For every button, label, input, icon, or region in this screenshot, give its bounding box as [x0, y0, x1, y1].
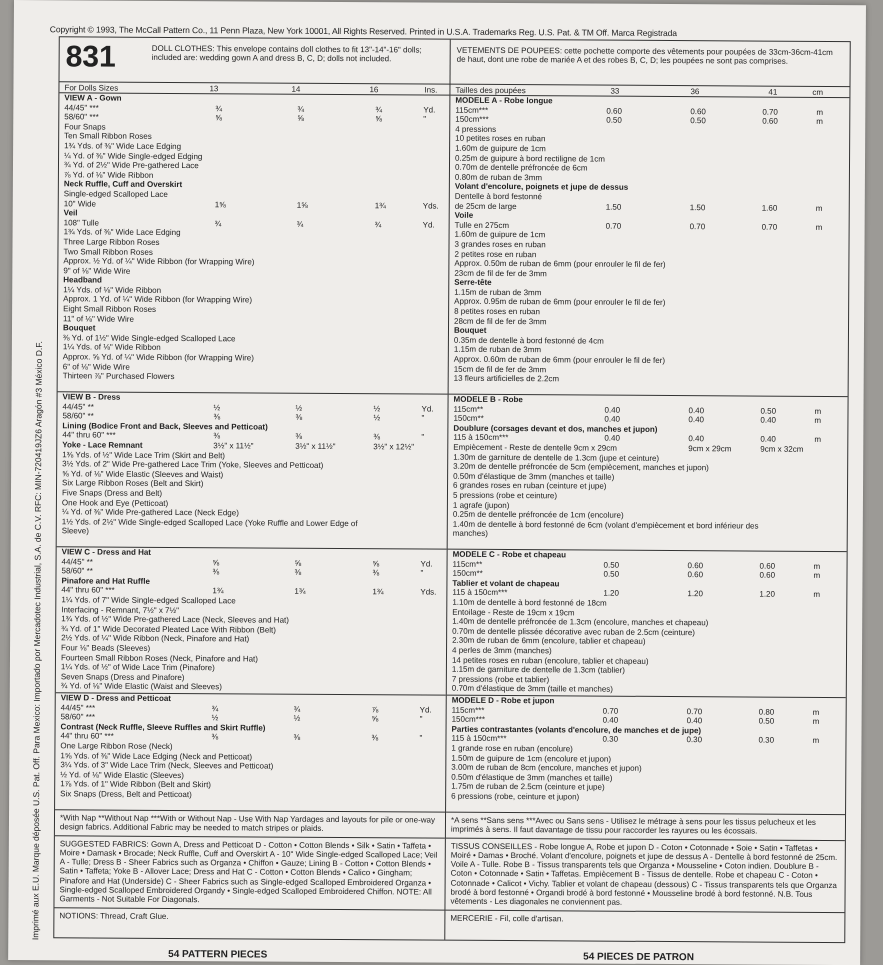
unit-label: m [816, 107, 824, 117]
suggested-fabrics-fr: TISSUS CONSEILLES - Robe longue A, Robe et jupon D - Coton • Cotonnade • Soie • Satin • Taffetas • Moiré • Damas • Broché. Volant d'encolure, poignets et jupe de dessus A - Dentelle à bord festonné de 25cm. Voile A - Tulle. Robe B - Tissus transparents tels que Organza • Mousseline • Coton indien. Doublure B - Coton • Cotonnade • Satin • Taffetas. Empiècement B - Tissus de dentelle. Robe et chapeau C - Coton • Cotonnade • Calicot • Vichy. Tablier et volant de chapeau (dessous) C - Tissus transparents tels que Organza brodé à bord festonné • Organdi brodé à bord festonné • Mousseline brodé à bord festonné. N.B. Tous vêtements - Les diagonales ne conviennent pas. [445, 838, 844, 913]
amount-size-2: 0.30 [686, 735, 703, 745]
amount-size-1: 0.70 [605, 221, 622, 231]
requirement-row [57, 527, 447, 539]
requirement-label: Voile [454, 210, 474, 220]
amount-size-3: 9cm x 32cm [760, 444, 804, 454]
requirement-label: Approx. ½ Yd. of ¼" Wide Ribbon (for Wrapping Wire) [63, 256, 255, 267]
amount-size-3: 0.40 [760, 434, 776, 445]
requirement-label: MODELE D - Robe et jupon [451, 695, 555, 706]
amount-size-3: ¾ [374, 219, 382, 229]
requirement-label: 44" thru 60" *** [60, 731, 114, 741]
pattern-number: 831 [65, 40, 116, 74]
amount-size-2: ½ [295, 403, 303, 413]
amount-size-2: 1.20 [687, 589, 703, 599]
requirement-label: ⅜ Yd. of 1½" Wide Single-edged Scalloped Lace [62, 333, 236, 344]
requirement-label: 58/60" *** [64, 112, 99, 122]
requirement-label: 23cm de fil de fer de 3mm [454, 268, 547, 278]
view-section-a [449, 96, 850, 397]
requirement-label: 0.80m de ruban de 3mm [454, 172, 543, 182]
amount-size-1: ½ [213, 402, 221, 412]
requirement-label: 0.70m de dentelle préfroncée de 6cm [454, 162, 588, 173]
requirement-label: Sleeve) [61, 526, 89, 536]
size-column-1: 13 [209, 84, 219, 94]
amount-size-2: 0.60 [687, 570, 704, 580]
amount-size-1: ¾ [211, 703, 219, 713]
requirement-label: Fourteen Small Ribbon Roses (Neck, Pinafore and Hat) [60, 652, 258, 664]
requirement-label: Approx. 0.50m de ruban de 6mm (pour enrouler le fil de fer) [454, 258, 666, 270]
amount-size-2: 3½" x 11½" [295, 441, 336, 451]
french-views [446, 96, 849, 815]
requirement-label: Bouquet [62, 323, 96, 333]
amount-size-2: 1.50 [689, 202, 706, 212]
requirement-label: 8 petites roses en ruban [454, 306, 540, 317]
amount-size-2: 0.60 [687, 560, 704, 570]
unit-label: " [421, 413, 425, 423]
requirement-label: 2 petites rose en ruban [454, 249, 537, 259]
requirement-label: 150cm** [452, 568, 483, 579]
amount-size-1: ⅝ [215, 113, 222, 123]
requirement-label: Parties contrastantes (volants d'encolure, de manches et de jupe) [451, 724, 702, 735]
requirement-label: 58/60" *** [60, 712, 96, 722]
requirement-label: 15cm de fil de fer de 3mm [453, 364, 547, 374]
amount-size-1: ⅜ [213, 431, 221, 441]
requirement-label: One Hook and Eye (Petticoat) [61, 497, 169, 508]
requirement-label: 150cm*** [455, 114, 489, 125]
requirement-row [446, 792, 845, 804]
amount-size-3: 0.60 [759, 570, 776, 580]
requirement-label: 0.70m d'élastique de 3mm (taille et manches) [451, 683, 613, 694]
requirement-label: ½ Yd. of ⅛" Wide Elastic (Sleeves) [60, 770, 184, 780]
amount-size-1: ⅜ [212, 567, 220, 577]
requirement-label: 1¼ Yds. of ½" of Wide Lace Trim (Pinafore) [60, 662, 215, 673]
unit-label: Yds. [420, 587, 437, 597]
requirement-label: Doublure (corsages devant et dos, manches et jupon) [453, 423, 658, 434]
unit-label: Yd. [421, 404, 434, 414]
requirement-label: 3 grandes roses en ruban [454, 239, 546, 250]
requirement-label: Six Snaps (Dress, Belt and Petticoat) [60, 789, 192, 800]
unit-label: m [813, 561, 821, 571]
requirement-label: Volant d'encolure, poignets et jupe de dessus [454, 182, 629, 193]
unit-label: m [812, 717, 820, 727]
unit-label: Yd. [423, 105, 436, 115]
requirement-label: Tulle en 275cm [454, 220, 510, 230]
requirement-label: 14 petites roses en ruban (encolure, tablier et chapeau) [451, 655, 649, 666]
requirement-label: 0.25m de guipure à bord rectiligne de 1cm [455, 153, 605, 164]
requirement-label: 44/45" ** [62, 401, 94, 412]
amount-size-3: 1.60 [761, 203, 778, 213]
amount-size-2: 0.60 [690, 106, 706, 116]
requirement-label: 1.50m de guipure de 1cm (encolure et jupon) [451, 753, 612, 764]
amount-size-1: 0.40 [602, 715, 619, 725]
requirement-label: 3.20m de dentelle préfroncée de 5cm (empiècement, manches et jupon) [453, 461, 709, 473]
amount-size-3: 1¾ [372, 587, 384, 597]
amount-size-3: ⅜ [373, 432, 381, 442]
requirement-label: MODELE C - Robe et chapeau [452, 549, 567, 560]
amount-size-2: ⅜ [293, 733, 301, 743]
requirement-label: 1.60m de guipure de 1cm [454, 230, 546, 240]
amount-size-3: 0.50 [758, 716, 775, 726]
requirement-label: 10 petites roses en ruban [455, 134, 546, 144]
unit-label: m [812, 707, 820, 717]
amount-size-1: ¾ [214, 218, 222, 228]
amount-size-2: 1⅝ [296, 200, 308, 210]
unit-label: " [419, 714, 423, 724]
requirement-label: VIEW C - Dress and Hat [61, 547, 152, 557]
amount-size-3: 0.30 [758, 735, 775, 746]
requirement-label: 28cm de fil de fer de 3mm [454, 316, 547, 326]
requirement-label: Serre-tête [454, 277, 492, 288]
requirement-label: 115cm** [453, 404, 484, 414]
suggested-fabrics-en: SUGGESTED FABRICS: Gown A, Dress and Petticoat D - Cotton • Cotton Blends • Silk • Satin • Taffeta • Moire • Damask • Brocade; Neck Ruffle, Cuff and Overskirt A - 10" Wide Single-edged Scalloped Lace; Veil A - Tulle; Dress B - Sheer Fabrics such as Organza • Chiffon • Gauze; Lining B - Cotton • Cotton Blends • Satin • Taffeta; Yoke B - Allover Lace; Dress and Hat C - Cotton • Cotton Blends • Calico • Gingham; Pinafore and Hat (Underside) C - Sheer Fabrics such as Single-edged Scalloped Embroidered Organza • Single-edged Scalloped Embroidered Organdy • Single-edged Scalloped Embroidered Chiffon. NOTE: All Garments - Not Suitable For Diagonals. [54, 836, 444, 910]
requirement-label: 1¾ Yds. of ⅜" Wide Lace Edging [63, 227, 181, 238]
amount-size-3: ⅞ [371, 704, 379, 714]
amount-size-2: ⅝ [297, 113, 304, 123]
amount-size-3: 0.70 [761, 222, 778, 232]
amount-size-3: ⅝ [371, 714, 379, 724]
english-column [54, 37, 450, 939]
requirement-label: 6" of ⅛" Wide Wire [62, 361, 130, 372]
requirement-label: 3.00m de ruban de 8cm (encolure, manches et jupon) [451, 762, 642, 774]
requirement-label: 0.35m de dentelle à bord festonné de 4cm [453, 335, 604, 346]
amount-size-3: 1¾ [374, 200, 386, 210]
requirement-row [447, 684, 846, 696]
view-section-c [447, 550, 847, 698]
copyright-line: Copyright © 1993, The McCall Pattern Co., 11 Penn Plaza, New York 10001, All Rights Reserved. Printed in U.S.A. Trademarks Reg. U.S. Pat. & TM Off. Marca Registrada [49, 24, 677, 39]
requirement-label: 1¾ Yds. of ½" Wide Pre-gathered Lace (Neck, Sleeves and Hat) [61, 614, 289, 625]
requirement-label: Ten Small Ribbon Roses [64, 131, 152, 142]
requirement-label: MODELE B - Robe [453, 394, 523, 405]
requirement-label: Lining (Bodice Front and Back, Sleeves and Petticoat) [62, 421, 268, 432]
requirement-label: One Large Ribbon Rose (Neck) [60, 741, 173, 751]
requirement-label: Approx. 1 Yd. of ¼" Wide Ribbon (for Wrapping Wire) [63, 294, 253, 305]
amount-size-1: 0.50 [603, 569, 620, 579]
amount-size-3: ⅜ [371, 733, 379, 743]
requirement-row [55, 789, 445, 801]
envelope-description-fr: VETEMENTS DE POUPEES: cette pochette comporte des vêtements pour poupées de 33cm-36cm-41cm de haut, dont une robe de mariée A et des robes B, C, D; les poupées ne sont pas comprises. [450, 40, 849, 87]
requirement-label: 1.40m de dentelle à bord festonné de 6cm (volant d'empiècement et bord inférieur des [452, 519, 759, 531]
unit-label: m [814, 416, 822, 426]
requirement-label: 2.30m de ruban de 6mm (encolure, tablier et chapeau) [452, 636, 646, 647]
size-column-2: 14 [291, 84, 301, 94]
requirement-label: Eight Small Ribbon Roses [63, 304, 157, 314]
amount-size-1: 1.50 [605, 202, 622, 212]
requirement-label: VIEW A - Gown [64, 93, 122, 103]
requirement-label: Approx. 0.60m de ruban de 6mm (pour enrouler le fil de fer) [453, 354, 666, 366]
requirement-label: 1.75m de ruban de 2.5cm (ceinture et jupe) [451, 782, 605, 792]
requirement-label: 6 grandes roses en ruban (ceinture et jupe) [453, 481, 607, 491]
size-column-3: 41 [768, 87, 778, 97]
amount-size-3: 0.70 [762, 107, 778, 117]
view-section-b [448, 395, 848, 552]
requirement-label: Empiècement - Reste de dentelle 9cm x 29cm [453, 442, 617, 453]
requirement-label: Four Snaps [64, 122, 106, 132]
requirement-label: VIEW D - Dress and Petticoat [60, 693, 172, 703]
side-import-text: Imprimé aux E.U. Marque déposée U.S. Pat. Off. Para Mexico: Importado por Mercadotec Industrial, S.A. de C.V. RFC: MIN-720419JZ6 Aragón #3 México D.F. [30, 341, 44, 941]
requirement-label: 1⅞ Yds. of 1" Wide Ribbon (Belt and Skirt) [60, 779, 212, 790]
view-section-a [58, 93, 450, 394]
requirement-label: ¾ Yd. of 2½" Wide Pre-gathered Lace [63, 160, 199, 171]
requirement-label: Interfacing - Remnant, 7½" x 7½" [61, 604, 180, 615]
requirement-label: 150cm*** [451, 714, 486, 725]
requirement-label: 115cm*** [455, 105, 489, 115]
requirement-label: ¾ Yd. of 1" Wide Decorated Pleated Lace With Ribbon (Belt) [61, 624, 276, 635]
amount-size-3: ¾ [375, 104, 383, 114]
amount-size-1: ⅜ [211, 732, 219, 742]
requirement-label: Pinafore and Hat Ruffle [61, 576, 150, 586]
english-header [59, 37, 449, 84]
nap-note-fr: *A sens **Sans sens ***Avec ou Sans sens - Utilisez le métrage à sens pour les tissus pelucheux et les imprimés à sens. Il faut davantage de tissu pour raccorder les rayures ou les écossais. [446, 813, 845, 841]
requirement-label: 3¼ Yds. of 3" Wide Lace Trim (Neck, Sleeves and Petticoat) [60, 760, 274, 771]
requirement-label: 4 perles de 3mm (manches) [452, 645, 552, 656]
requirement-label: 115 à 150cm*** [452, 588, 508, 598]
amount-size-2: 0.70 [686, 706, 703, 716]
requirement-label: ⅝ Yd. of ⅛" Wide Elastic (Sleeves and Waist) [62, 469, 224, 480]
requirement-label: de 25cm de large [454, 201, 517, 211]
amount-size-1: 0.40 [604, 433, 620, 444]
requirement-row [56, 682, 446, 694]
unit-label: m [813, 590, 821, 600]
unit-label: m [814, 406, 822, 416]
amount-size-2: 0.70 [689, 221, 706, 231]
requirement-label: Seven Snaps (Dress and Pinafore) [60, 672, 185, 682]
size-column-1: 33 [610, 86, 620, 96]
unit-label: " [420, 568, 424, 578]
requirement-label: 1¼ Yds. of ⅛" Wide Ribbon [62, 342, 161, 353]
requirement-label: 1.15m de ruban de 3mm [454, 287, 542, 298]
requirement-label: VIEW B - Dress [62, 392, 121, 402]
requirement-label: 5 pressions (robe et ceinture) [452, 490, 558, 501]
amount-size-3: 1.20 [759, 589, 775, 600]
amount-size-2: 0.50 [690, 116, 706, 126]
requirement-label: 13 fleurs artificielles de 2.2cm [453, 373, 560, 384]
requirement-label: 1¾ Yds. of ⅜" Wide Lace Edging [64, 141, 182, 151]
requirement-label: Approx. ⅝ Yd. of ¼" Wide Ribbon (for Wrapping Wire) [62, 352, 254, 363]
requirement-label: ¼ Yd. of ⅜" Wide Pre-gathered Lace (Neck Edge) [61, 507, 239, 518]
requirement-label: 44/45" *** [64, 102, 99, 113]
amount-size-3: 0.80 [758, 707, 775, 717]
amount-size-1: 0.60 [606, 106, 622, 116]
amount-size-2: 9cm x 29cm [688, 444, 732, 454]
amount-size-2: ½ [293, 713, 301, 723]
requirement-label: 115 à 150cm*** [451, 734, 507, 744]
requirement-label: ⅞ Yd. of ⅛" Wide Ribbon [63, 170, 154, 180]
envelope-description-en: DOLL CLOTHES: This envelope contains doll clothes to fit 13"-14"-16" dolls; included are: wedding gown A and dress B, C, D; dolls not included. [151, 43, 422, 64]
requirement-row [449, 374, 848, 386]
requirement-label: ¾ Yd. of ⅛" Wide Elastic (Waist and Sleeves) [60, 681, 222, 692]
unit-label: Yd. [422, 220, 435, 230]
requirement-label: 0.25m de dentelle préfroncée de 1cm (encolure) [452, 509, 624, 520]
amount-size-2: ⅜ [294, 567, 302, 577]
requirement-label: 9" of ⅛" Wide Wire [63, 265, 131, 276]
requirement-label: 1 grande rose en ruban (encolure) [451, 743, 573, 754]
requirement-row [58, 371, 448, 383]
requirement-label: 58/60" ** [61, 566, 93, 576]
amount-size-1: 0.70 [602, 706, 619, 716]
amount-size-1: ¾ [215, 103, 223, 113]
unit-label: m [816, 117, 823, 127]
yardage-chart [53, 36, 850, 943]
amount-size-1: 0.40 [604, 414, 621, 424]
requirement-label: Three Large Ribbon Roses [63, 237, 160, 247]
notions-en: NOTIONS: Thread, Craft Glue. [59, 910, 169, 921]
requirement-label: Yoke - Lace Remnant [62, 440, 143, 450]
requirement-label: 1.10m de dentelle à bord festonné de 18cm [452, 597, 607, 608]
unit-label: m [815, 203, 823, 213]
amount-size-1: 3½" x 11½" [213, 441, 254, 451]
amount-size-2: 0.40 [688, 415, 705, 425]
requirement-label: Single-edged Scalloped Lace [63, 189, 168, 199]
requirement-label: Neck Ruffle, Cuff and Overskirt [63, 179, 183, 190]
requirement-label: Six Large Ribbon Roses (Belt and Skirt) [62, 478, 204, 489]
requirement-label: 1⅝ Yds. of ⅜" Wide Lace Edging (Neck and Petticoat) [60, 750, 253, 762]
amount-size-2: ¾ [297, 104, 305, 114]
requirement-label: 0.50m d'élastique de 3mm (manches et taille) [453, 471, 615, 482]
unit-label: m [814, 435, 822, 445]
requirement-label: manches) [452, 529, 488, 539]
amount-size-2: 0.40 [688, 405, 705, 415]
requirement-label: 10" Wide [63, 198, 96, 209]
view-section-b [57, 392, 448, 549]
requirement-label: Thirteen ⅞" Purchased Flowers [62, 371, 175, 382]
unit-label: Yds. [422, 201, 439, 211]
amount-size-3: 0.40 [760, 415, 777, 425]
requirement-label: ¼ Yd. of ⅜" Wide Single-edged Edging [64, 150, 203, 161]
unit-label: m [815, 222, 823, 232]
english-views [55, 93, 449, 812]
unit-label: Yd. [419, 705, 432, 715]
amount-size-3: ⅝ [375, 114, 382, 124]
nap-note-en: *With Nap **Without Nap ***With or Without Nap - Use With Nap Yardages and layouts for pile or one-way design fabrics. Additional Fabric may be needed to match stripes or plaids. [55, 810, 445, 838]
requirement-row [448, 529, 847, 541]
requirement-label: 115 à 150cm*** [453, 433, 509, 443]
size-label: For Dolls Sizes [64, 83, 119, 93]
amount-size-1: 0.50 [603, 560, 620, 570]
requirement-label: 0.70m de dentelle plissée décorative avec ruban de 2.5cm (ceinture) [452, 626, 695, 637]
amount-size-1: ⅜ [213, 412, 221, 422]
amount-size-3: ⅝ [372, 558, 380, 568]
requirement-label: 7 pressions (robe et tablier) [451, 674, 550, 685]
requirement-label: Four ⅛" Beads (Sleeves) [61, 643, 151, 653]
requirement-label: 6 pressions (robe, ceinture et jupon) [451, 791, 580, 802]
unit-label: m [812, 736, 820, 746]
amount-size-2: ⅝ [294, 558, 302, 568]
requirement-label: Tablier et volant de chapeau [452, 578, 560, 589]
requirement-label: 44" thru 60" *** [61, 585, 115, 596]
requirement-label: Dentelle à bord festonné [454, 191, 543, 202]
amount-size-2: ¾ [293, 704, 301, 714]
amount-size-3: 3½" x 12½" [373, 442, 415, 452]
amount-size-2: 0.40 [686, 716, 703, 726]
requirement-label: 4 pressions [455, 124, 497, 134]
amount-size-3: 0.60 [759, 561, 776, 571]
requirement-label: 0.50m d'élastique de 3mm (manches et taille) [451, 772, 613, 783]
pattern-pieces-en: 54 PATTERN PIECES [168, 948, 268, 961]
size-column-3: 16 [369, 85, 379, 95]
requirement-label: 1.30m de garniture de dentelle de 1.3cm (jupe et ceinture) [453, 452, 660, 463]
requirement-label: 44" thru 60" *** [62, 430, 116, 441]
requirement-label: 1¼ Yds. of 7" Wide Single-edged Scalloped Lace [61, 595, 236, 606]
french-column [445, 40, 849, 942]
requirement-label: 3½ Yds. of 2" Wide Pre-gathered Lace Trim (Yoke, Sleeves and Petticoat) [62, 459, 324, 471]
pattern-pieces-fr: 54 PIECES DE PATRON [583, 951, 694, 964]
amount-size-3: ⅜ [372, 568, 380, 578]
amount-size-3: 0.60 [762, 116, 778, 126]
amount-size-1: 0.50 [606, 115, 622, 125]
requirement-label: 1.15m de garniture de dentelle de 1.3cm (tablier) [451, 664, 625, 675]
requirement-label: 115cm*** [451, 705, 485, 715]
amount-size-2: 1¾ [294, 587, 306, 597]
view-section-d [55, 693, 446, 812]
requirement-label: 1.40m de dentelle préfroncée de 1.3cm (encolure, manches et chapeau) [452, 616, 709, 628]
amount-size-1: 0.40 [604, 405, 621, 415]
size-label: Tailles des poupées [455, 85, 526, 96]
amount-size-1: ⅝ [212, 557, 220, 567]
amount-size-3: ½ [373, 413, 381, 423]
size-column-4: cm [812, 87, 824, 97]
requirement-label: Contrast (Neck Ruffle, Sleeve Ruffles and Skirt Ruffle) [60, 722, 266, 733]
requirement-label: 2½ Yds. of ¼" Wide Ribbon (Neck, Pinafore and Hat) [61, 633, 250, 644]
requirement-label: Approx. 0.95m de ruban de 6mm (pour enrouler le fil de fer) [454, 297, 666, 308]
requirement-label: 11" of ⅛" Wide Wire [63, 313, 134, 324]
amount-size-1: 1⅝ [214, 199, 226, 209]
amount-size-2: ⅜ [295, 432, 303, 442]
requirement-label: 1.60m de guipure de 1cm [455, 143, 546, 154]
unit-label: Yd. [420, 559, 433, 569]
amount-size-1: 0.30 [602, 734, 619, 745]
requirement-label: 1⅜ Yds. of ½" Wide Lace Trim (Skirt and Belt) [62, 449, 226, 460]
unit-label: m [813, 571, 821, 581]
view-section-c [56, 547, 447, 695]
amount-size-2: 0.40 [688, 434, 704, 444]
amount-size-1: ½ [211, 713, 219, 723]
requirement-label: 1½ Yds. of 2½" Wide Single-edged Scalloped Lace (Yoke Ruffle and Lower Edge of [61, 517, 358, 528]
requirement-label: Five Snaps (Dress and Belt) [61, 488, 163, 498]
requirement-label: Entoilage - Reste de 19cm x 19cm [452, 607, 575, 617]
requirement-label: 115cm** [452, 559, 483, 569]
requirement-label: 58/60" ** [62, 411, 94, 421]
size-column-4: Ins. [424, 85, 438, 95]
unit-label: " [423, 114, 427, 124]
amount-size-1: 1.20 [603, 588, 619, 599]
requirement-label: 1¼ Yds. of ⅛" Wide Ribbon [63, 285, 162, 295]
amount-size-3: ½ [373, 403, 381, 413]
pattern-envelope-back [8, 0, 866, 965]
requirement-label: 1.15m de ruban de 3mm [453, 345, 542, 355]
requirement-label: 44/45" *** [60, 702, 96, 713]
unit-label: " [421, 432, 425, 442]
size-column-2: 36 [690, 87, 700, 97]
amount-size-2: ¾ [296, 219, 304, 229]
view-section-d [446, 696, 846, 815]
amount-size-1: 1¾ [212, 586, 224, 596]
requirement-label: 1 agrafe (jupon) [452, 500, 510, 510]
requirement-label: Bouquet [453, 325, 487, 336]
requirement-label: Two Small Ribbon Roses [63, 246, 153, 257]
requirement-label: 44/45" ** [61, 556, 93, 567]
requirement-label: Headband [63, 275, 102, 285]
requirement-label: MODELE A - Robe longue [455, 95, 553, 106]
requirement-label: 150cm** [453, 413, 484, 424]
unit-label: " [419, 733, 423, 743]
requirement-label: 108" Tulle [63, 218, 99, 228]
requirement-label: Veil [63, 208, 78, 218]
notions-fr: MERCERIE - Fil, colle d'artisan. [450, 913, 564, 924]
amount-size-2: ⅜ [295, 412, 303, 422]
amount-size-3: 0.50 [760, 406, 777, 416]
